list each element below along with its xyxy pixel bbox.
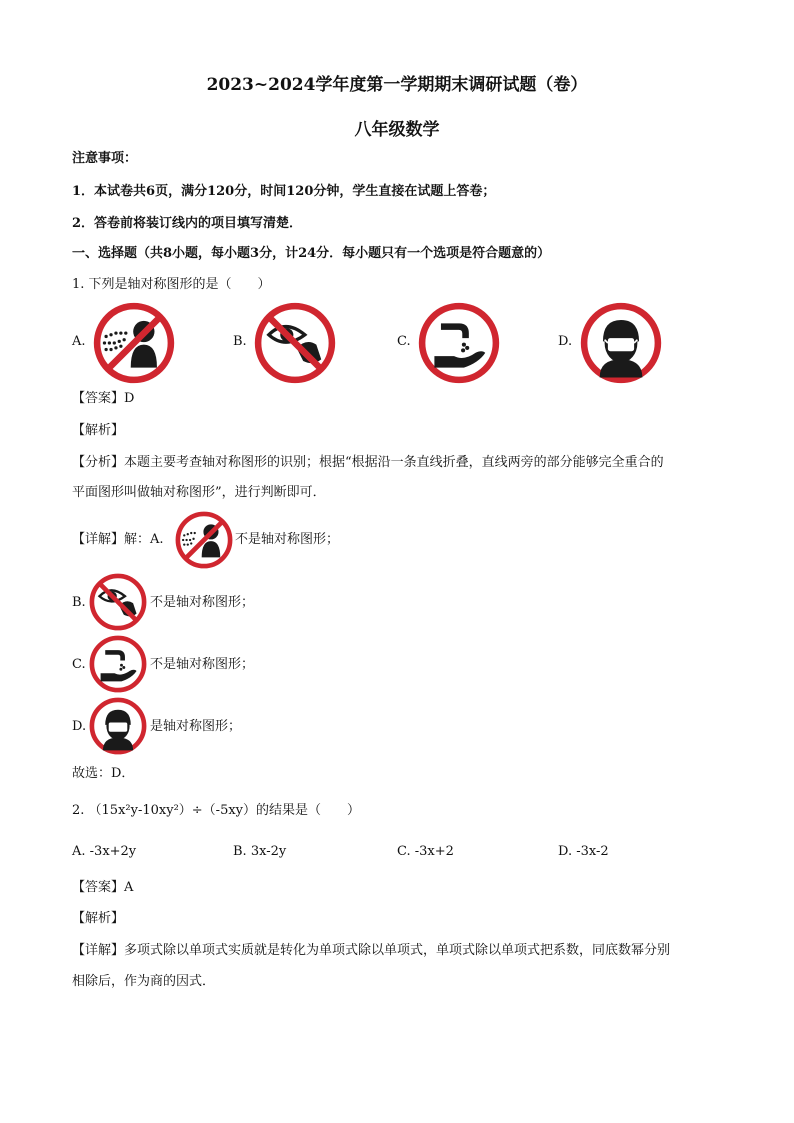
mask-person-sign-icon xyxy=(89,697,147,755)
hand-wash-sign-icon xyxy=(418,302,500,384)
no-eye-touch-sign-icon xyxy=(254,302,336,384)
notice-heading: 注意事项： xyxy=(72,151,138,166)
option-letter: A. xyxy=(72,334,86,349)
option: D. -3x-2 xyxy=(558,844,609,859)
detail-text: 【详解】多项式除以单项式实质就是转化为单项式除以单项式，单项式除以单项式把系数，同底数幂分别 xyxy=(72,943,671,958)
no-spray-sign-icon xyxy=(175,511,233,569)
notice-item: 2．答卷前将装订线内的项目填写清楚． xyxy=(72,216,303,231)
hand-wash-sign-icon xyxy=(89,635,147,693)
section-heading: 一、选择题（共8小题，每小题3分，计24分．每小题只有一个选项是符合题意的） xyxy=(72,246,551,261)
analysis-label: 【解析】 xyxy=(72,423,125,438)
option: C. -3x+2 xyxy=(397,844,454,859)
question-stem: 1. 下列是轴对称图形的是（ ） xyxy=(72,277,271,292)
analysis-text: 平面图形叫做轴对称图形”，进行判断即可． xyxy=(72,485,326,500)
notice-item: 1．本试卷共6页，满分120分，时间120分钟，学生直接在试题上答卷； xyxy=(72,184,496,199)
detail-text: 不是轴对称图形； xyxy=(150,657,255,672)
detail-letter: C. xyxy=(72,657,86,672)
option: B. 3x-2y xyxy=(233,844,287,859)
exam-subtitle: 八年级数学 xyxy=(354,120,440,140)
answer-label: 【答案】A xyxy=(72,880,134,895)
detail-prefix: 【详解】解：A. xyxy=(72,532,164,547)
detail-text: 是轴对称图形； xyxy=(150,719,242,734)
detail-letter: D. xyxy=(72,719,87,734)
option-letter: D. xyxy=(558,334,573,349)
option: A. -3x+2y xyxy=(72,844,137,859)
detail-letter: B. xyxy=(72,595,86,610)
mask-person-sign-icon xyxy=(580,302,662,384)
question-stem: 2. （15x²y-10xy²）÷（-5xy）的结果是（ ） xyxy=(72,803,361,818)
analysis-text: 【分析】本题主要考查轴对称图形的识别；根据“根据沿一条直线折叠，直线两旁的部分能够完全重合的 xyxy=(72,455,664,470)
no-spray-sign-icon xyxy=(93,302,175,384)
detail-text: 不是轴对称图形； xyxy=(150,595,255,610)
analysis-label: 【解析】 xyxy=(72,911,125,926)
conclusion: 故选：D． xyxy=(72,766,135,781)
no-eye-touch-sign-icon xyxy=(89,573,147,631)
detail-text: 不是轴对称图形； xyxy=(235,532,340,547)
option-letter: B. xyxy=(233,334,247,349)
exam-title: 2023~2024学年度第一学期期末调研试题（卷） xyxy=(206,75,588,95)
detail-text: 相除后，作为商的因式． xyxy=(72,974,216,989)
answer-label: 【答案】D xyxy=(72,391,135,406)
option-letter: C. xyxy=(397,334,411,349)
